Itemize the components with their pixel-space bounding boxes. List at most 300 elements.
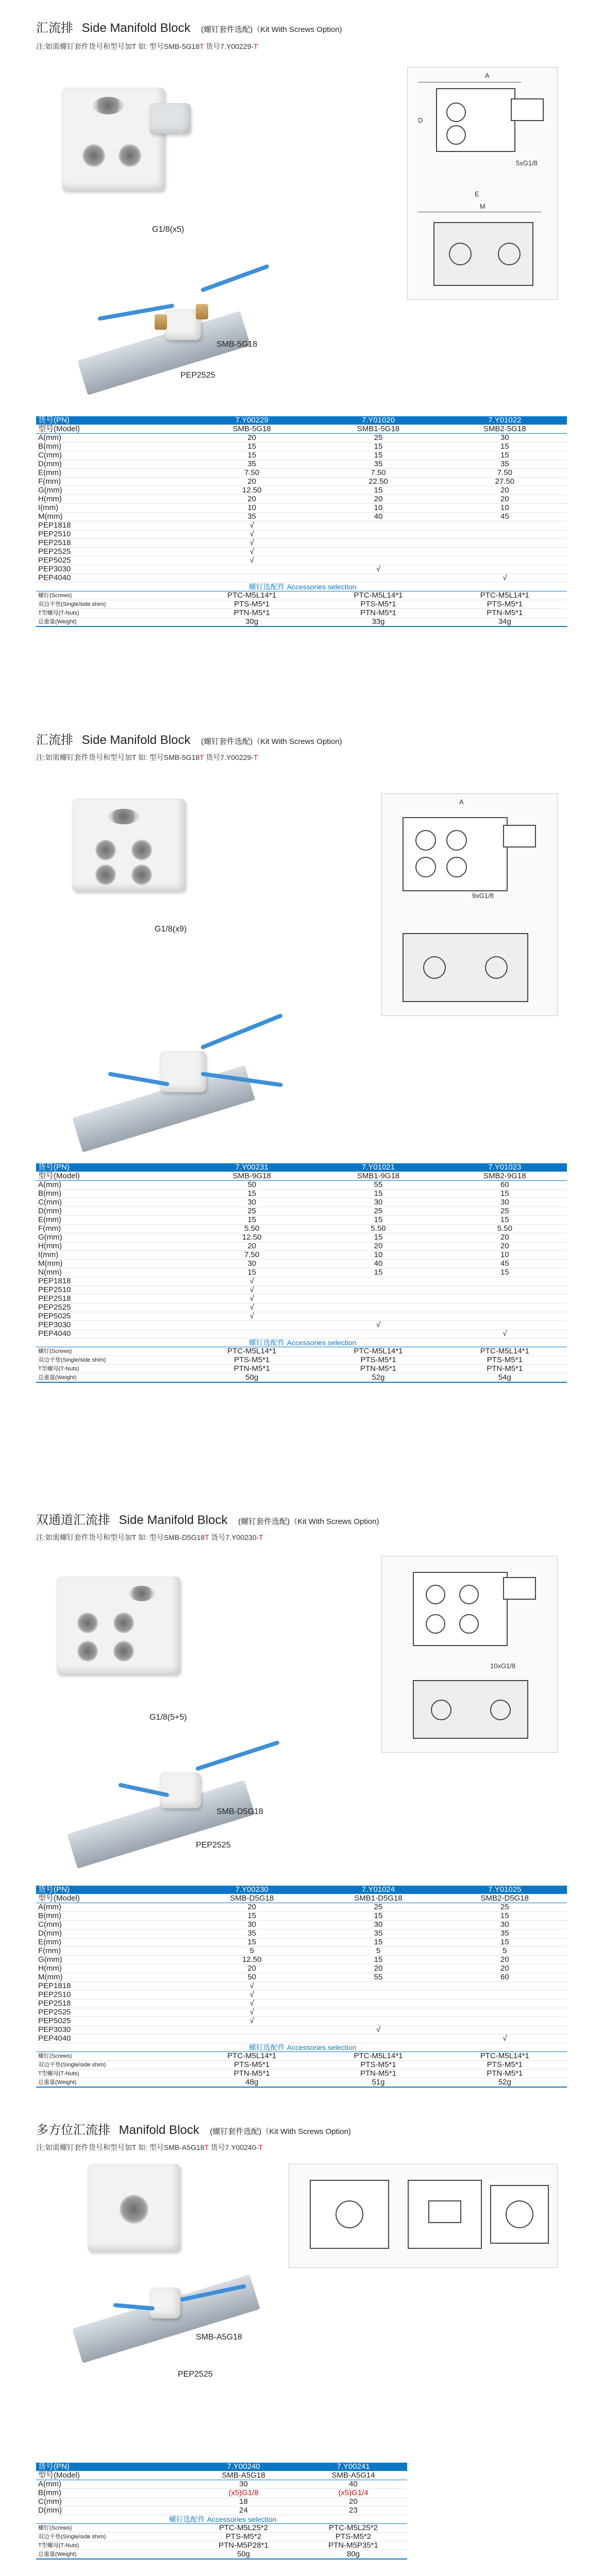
table-cell (441, 539, 567, 548)
table-cell: √ (188, 521, 314, 530)
row-label: PEP3030 (36, 565, 188, 574)
row-label: T型螺母(T-Nuts) (36, 609, 188, 618)
row-label: 螺钉(Screws) (36, 1347, 188, 1356)
table-row (36, 1964, 567, 1973)
section-title: 汇流排 Side Manifold Block (螺钉套件选配)（Kit With Screws Option) (36, 733, 342, 747)
table-cell: 22.50 (314, 478, 440, 486)
dimension-drawing: A 9xG1/8 (381, 793, 558, 1016)
table-cell (441, 1312, 567, 1321)
table-cell: PTS-M5*2 (297, 2533, 407, 2541)
row-label: 双边平垫(Single/side shim) (36, 1356, 188, 1365)
row-label: 螺钉(Screws) (36, 2052, 188, 2061)
table-cell: 45 (441, 513, 567, 521)
table-cell (314, 1303, 440, 1312)
table-cell: 5.50 (314, 1225, 440, 1233)
row-label: E(mm) (36, 469, 188, 478)
row-label: I(mm) (36, 1251, 188, 1260)
table-cell (314, 1999, 440, 2008)
table-cell: PTC-M5L14*1 (188, 1347, 314, 1356)
table-body (36, 2480, 407, 2515)
table-row (36, 600, 567, 609)
table-cell: 20 (441, 1233, 567, 1242)
table-cell: √ (188, 1286, 314, 1295)
accessories-body (36, 2052, 567, 2088)
table-cell: PTN-M5*1 (314, 1365, 440, 1374)
table-cell: PTN-M5P35*1 (297, 2541, 407, 2550)
table-row (36, 1303, 567, 1312)
table-cell: 15 (314, 1268, 440, 1277)
table-cell: 30 (441, 1921, 567, 1929)
table-row (36, 530, 567, 539)
table-row (36, 1973, 567, 1982)
table-cell: 20 (314, 1964, 440, 1973)
table-cell: PTN-M5*1 (188, 1365, 314, 1374)
table-cell (188, 565, 314, 574)
row-label: T型螺母(T-Nuts) (36, 2070, 188, 2078)
table-cell: 50 (188, 1181, 314, 1190)
row-label: PEP5025 (36, 556, 188, 565)
table-cell: 10 (314, 1251, 440, 1260)
table-row (36, 495, 567, 504)
table-cell: 12.50 (188, 1956, 314, 1964)
table-cell: PTS-M5*2 (188, 2533, 297, 2541)
table-row (36, 1295, 567, 1303)
table-cell: 15 (188, 451, 314, 460)
table-cell: √ (441, 2035, 567, 2043)
row-label: 双边平垫(Single/side shim) (36, 2061, 188, 2070)
table-row (36, 2533, 407, 2541)
spec-table (36, 416, 567, 627)
order-note: 注:如需螺钉套件货号和型号加T 如: 型号SMB-5G18T 货号7.Y00229-T (36, 42, 258, 50)
table-row (36, 1912, 567, 1921)
table-cell: PTS-M5*1 (188, 600, 314, 609)
product-photo (72, 799, 186, 891)
table-cell (188, 1321, 314, 1330)
section-a5g18 (0, 2092, 603, 2576)
row-label: M(mm) (36, 1973, 188, 1982)
table-cell: 30 (188, 1198, 314, 1207)
row-label: PEP2525 (36, 548, 188, 556)
table-body (36, 1903, 567, 2043)
table-row (36, 1356, 567, 1365)
table-row (36, 1207, 567, 1216)
table-row (36, 591, 567, 600)
table-cell: √ (188, 548, 314, 556)
table-cell (441, 1991, 567, 1999)
table-cell: 15 (188, 1190, 314, 1198)
table-row (36, 1347, 567, 1356)
table-row (36, 1982, 567, 1991)
table-cell: 10 (314, 504, 440, 513)
row-label: PEP4040 (36, 2035, 188, 2043)
row-label: T型螺母(T-Nuts) (36, 2541, 188, 2550)
table-cell: PTC-M5L14*1 (441, 591, 567, 600)
table-cell: PTN-M5*1 (441, 1365, 567, 1374)
table-cell (314, 1991, 440, 1999)
table-cell: PTC-M5L14*1 (188, 2052, 314, 2061)
table-row (36, 2541, 407, 2550)
table-row (36, 2026, 567, 2035)
row-label: M(mm) (36, 1260, 188, 1268)
table-row (36, 1321, 567, 1330)
table-row (36, 618, 567, 627)
table-cell: 20 (441, 495, 567, 504)
table-cell: PTN-M5P28*1 (188, 2541, 297, 2550)
row-label: A(mm) (36, 1181, 188, 1190)
table-row (36, 451, 567, 460)
table-cell: 12.50 (188, 486, 314, 495)
order-note: 注:如需螺钉套件货号和型号加T 如: 型号SMB-D5G18T 货号7.Y00230-T (36, 1533, 263, 1541)
table-cell: 40 (297, 2480, 407, 2489)
table-cell (314, 1277, 440, 1286)
row-label: 总重量(Weight) (36, 1374, 188, 1383)
row-label: 总重量(Weight) (36, 618, 188, 627)
row-label: PEP2510 (36, 530, 188, 539)
row-label: G(mm) (36, 1956, 188, 1964)
table-cell: √ (188, 1991, 314, 1999)
table-cell (314, 1982, 440, 1991)
table-cell: √ (314, 565, 440, 574)
table-cell (314, 574, 440, 583)
connector-label: PEP2525 (180, 371, 215, 380)
air-tube (200, 264, 270, 292)
table-row (36, 2498, 407, 2506)
table-cell: 25 (188, 1207, 314, 1216)
section-title: 多方位汇流排 Manifold Block (螺钉套件选配)（Kit With Screws Option) (36, 2123, 351, 2137)
table-cell: 50 (188, 1973, 314, 1982)
table-cell: 15 (314, 1956, 440, 1964)
table-cell: 15 (314, 1216, 440, 1225)
row-label: H(mm) (36, 1964, 188, 1973)
table-cell (314, 2017, 440, 2026)
table-cell: PTC-M5L14*1 (314, 2052, 440, 2061)
table-row (36, 486, 567, 495)
row-label: A(mm) (36, 434, 188, 443)
table-cell: √ (188, 1982, 314, 1991)
table-row (36, 1233, 567, 1242)
spec-table: 货号(PN) 7.Y00230 7.Y01024 7.Y01025 型号(Model) SMB-D5G18 SMB1-D5G18 SMB2-D5G18 A(mm) 20 25 25 B(mm) 15 15 15 C(mm) 30 30 30 D(mm) 35 35 35 E(mm) 15 15 15 F(mm) 5 5 5 G(mm) 12.50 15 20 H(mm) 20 20 20 M(mm) 50 55 60 PEP1818 √ PEP2510 √ PEP2518 √ PEP2525 √ PEP5025 √ PEP3030 √ PEP4040 √ 螺钉选配件 Accessories selection 螺钉(Screws) PTC-M5L14*1 PTC-M5L14*1 PTC-M5L14*1 双边平垫(Single/side shim) PTS-M5*1 PTS-M5*1 PTS-M5*1 T型螺母(T-Nuts) PTN-M5*1 PTN-M5*1 PTN-M5*1 总重量(Weight) 48g 51g 52g (36, 1886, 567, 2088)
table-cell: 20 (297, 2498, 407, 2506)
table-cell: 51g (314, 2078, 440, 2088)
table-row (36, 1277, 567, 1286)
table-cell: 20 (441, 1242, 567, 1251)
table-cell: PTS-M5*1 (188, 2061, 314, 2070)
table-cell: 15 (441, 443, 567, 451)
table-cell: 20 (188, 478, 314, 486)
table-row (36, 2078, 567, 2088)
table-cell (188, 1330, 314, 1338)
row-label: 螺钉(Screws) (36, 591, 188, 600)
table-cell: 5.50 (441, 1225, 567, 1233)
table-cell: 25 (314, 434, 440, 443)
table-cell: PTC-M5L14*1 (314, 591, 440, 600)
table-cell: PTS-M5*1 (441, 1356, 567, 1365)
row-label: 总重量(Weight) (36, 2078, 188, 2088)
table-cell: 55 (314, 1973, 440, 1982)
table-cell: 15 (314, 1938, 440, 1947)
table-cell: 15 (188, 1912, 314, 1921)
table-cell: 15 (188, 1216, 314, 1225)
accessories-body (36, 1347, 567, 1383)
table-cell: 20 (314, 495, 440, 504)
table-row (36, 2035, 567, 2043)
table-cell: 25 (314, 1903, 440, 1912)
table-cell: 15 (314, 451, 440, 460)
table-cell: 27.50 (441, 478, 567, 486)
table-cell: 20 (188, 1242, 314, 1251)
table-cell: 7.50 (188, 469, 314, 478)
table-cell: 20 (188, 1903, 314, 1912)
table-cell: 20 (188, 434, 314, 443)
row-label: M(mm) (36, 513, 188, 521)
dims-port-label: 5xG1/8 (516, 159, 538, 167)
table-cell: 30 (441, 1198, 567, 1207)
row-label: PEP1818 (36, 1982, 188, 1991)
table-cell: 60 (441, 1973, 567, 1982)
row-label: PEP2518 (36, 539, 188, 548)
table-cell: PTS-M5*1 (441, 2061, 567, 2070)
table-cell: 15 (188, 1268, 314, 1277)
row-label: PEP1818 (36, 1277, 188, 1286)
row-label: PEP3030 (36, 2026, 188, 2035)
table-model-row: 型号(Model) SMB-5G18 SMB1-5G18 SMB2-5G18 (36, 425, 567, 434)
port-label: G1/8(5+5) (149, 1713, 187, 1722)
product-label: SMB-D5G18 (216, 1807, 263, 1816)
table-body (36, 1181, 567, 1338)
table-cell: (x5)G1/4 (297, 2489, 407, 2498)
row-label: A(mm) (36, 1903, 188, 1912)
table-cell (441, 1303, 567, 1312)
section-d5g18 (0, 1473, 603, 2195)
row-label: 双边平垫(Single/side shim) (36, 2533, 188, 2541)
table-row (36, 1251, 567, 1260)
table-cell: 30 (314, 1198, 440, 1207)
table-row (36, 1938, 567, 1947)
table-row (36, 2061, 567, 2070)
table-cell (441, 2026, 567, 2035)
table-cell: 7.50 (314, 469, 440, 478)
table-row (36, 548, 567, 556)
table-row (36, 1181, 567, 1190)
table-cell: PTS-M5*1 (188, 1356, 314, 1365)
table-row (36, 1330, 567, 1338)
table-cell: √ (188, 1295, 314, 1303)
table-cell: 25 (441, 1903, 567, 1912)
title-zh: 汇流排 (36, 21, 73, 35)
table-row (36, 609, 567, 618)
port-label: G1/8(x5) (152, 225, 185, 234)
table-row (36, 469, 567, 478)
table-row (36, 1991, 567, 1999)
row-label: C(mm) (36, 1921, 188, 1929)
row-label: PEP2518 (36, 1295, 188, 1303)
row-label: I(mm) (36, 504, 188, 513)
row-label: E(mm) (36, 1216, 188, 1225)
section-5g18 (0, 0, 603, 716)
product-label: SMB-A5G18 (196, 2333, 242, 2342)
assembled-block (149, 2287, 180, 2318)
table-cell: 15 (314, 1233, 440, 1242)
table-cell: 15 (188, 1938, 314, 1947)
table-row (36, 1921, 567, 1929)
row-label: PEP2525 (36, 2008, 188, 2017)
table-cell (188, 2035, 314, 2043)
table-cell: 10 (188, 504, 314, 513)
table-row (36, 1225, 567, 1233)
table-cell: √ (188, 2017, 314, 2026)
dimension-drawing (289, 2164, 558, 2268)
table-cell (441, 530, 567, 539)
table-cell: 35 (441, 460, 567, 469)
table-cell: 15 (188, 443, 314, 451)
table-row (36, 434, 567, 443)
row-label: E(mm) (36, 1938, 188, 1947)
accessories-body (36, 591, 567, 627)
table-cell: 34g (441, 618, 567, 627)
table-cell: 25 (314, 1207, 440, 1216)
table-row (36, 2524, 407, 2533)
table-cell: √ (441, 1330, 567, 1338)
table-cell: 40 (314, 513, 440, 521)
row-label: B(mm) (36, 2489, 188, 2498)
table-cell: (x5)G1/8 (188, 2489, 297, 2498)
row-label: G(mm) (36, 1233, 188, 1242)
table-cell: 15 (441, 1268, 567, 1277)
table-cell: 80g (297, 2550, 407, 2560)
table-cell: 30 (188, 2480, 297, 2489)
table-cell: 33g (314, 618, 440, 627)
table-row (36, 1286, 567, 1295)
product-photo (88, 2164, 180, 2251)
row-label: PEP2510 (36, 1991, 188, 1999)
table-cell: 5 (314, 1947, 440, 1956)
table-cell: PTS-M5*1 (314, 2061, 440, 2070)
table-row (36, 1198, 567, 1207)
table-cell: PTC-M5L25*2 (188, 2524, 297, 2533)
table-cell: 7.50 (441, 469, 567, 478)
table-cell: √ (188, 1312, 314, 1321)
table-cell: 15 (314, 1912, 440, 1921)
row-label: B(mm) (36, 1190, 188, 1198)
table-cell: 23 (297, 2506, 407, 2515)
table-cell (314, 1295, 440, 1303)
row-label: C(mm) (36, 2498, 188, 2506)
table-row (36, 1242, 567, 1251)
table-cell (441, 1999, 567, 2008)
table-row (36, 1260, 567, 1268)
table-cell: 24 (188, 2506, 297, 2515)
table-cell (441, 548, 567, 556)
row-label: N(mm) (36, 1268, 188, 1277)
table-row (36, 1374, 567, 1383)
table-cell: 15 (314, 1190, 440, 1198)
accessories-heading: 螺钉选配件 Accessories selection (36, 583, 567, 591)
section-title (36, 18, 342, 36)
table-cell: 48g (188, 2078, 314, 2088)
table-cell: 5.50 (188, 1225, 314, 1233)
air-tube (200, 1013, 283, 1050)
row-label: PEP5025 (36, 2017, 188, 2026)
table-cell (441, 2008, 567, 2017)
air-tube (195, 1740, 280, 1771)
section-9g18 (0, 716, 603, 1473)
table-cell: 50g (188, 1374, 314, 1383)
table-cell (314, 521, 440, 530)
table-cell: PTN-M5*1 (188, 609, 314, 618)
connector-label: PEP2525 (178, 2370, 213, 2379)
table-cell: √ (188, 530, 314, 539)
table-row (36, 1929, 567, 1938)
accessories-body (36, 2524, 407, 2560)
table-cell: 7.50 (188, 1251, 314, 1260)
row-label: G(mm) (36, 486, 188, 495)
table-row (36, 1312, 567, 1321)
table-cell (314, 1286, 440, 1295)
table-row (36, 2489, 407, 2498)
table-cell: PTS-M5*1 (314, 600, 440, 609)
table-row (36, 539, 567, 548)
row-label: PEP4040 (36, 1330, 188, 1338)
table-cell: √ (188, 556, 314, 565)
brass-fitting (196, 304, 208, 319)
table-cell (441, 565, 567, 574)
table-cell: 40 (314, 1260, 440, 1268)
table-cell: 10 (441, 1251, 567, 1260)
row-label: PEP2525 (36, 1303, 188, 1312)
table-cell (441, 521, 567, 530)
connector-label: PEP2525 (196, 1841, 231, 1850)
row-label: 双边平垫(Single/side shim) (36, 600, 188, 609)
table-cell: 5 (188, 1947, 314, 1956)
table-cell (441, 556, 567, 565)
table-header-row: 货号(PN) 7.Y00229 7.Y01020 7.Y01022 (36, 416, 567, 425)
row-label: H(mm) (36, 1242, 188, 1251)
table-cell (314, 548, 440, 556)
mount-tab (149, 103, 191, 134)
brass-fitting (155, 314, 167, 330)
row-label: B(mm) (36, 443, 188, 451)
table-cell: 20 (441, 1964, 567, 1973)
table-cell: √ (188, 539, 314, 548)
row-label: PEP5025 (36, 1312, 188, 1321)
table-cell: 15 (314, 486, 440, 495)
table-cell: 35 (188, 460, 314, 469)
table-row (36, 1190, 567, 1198)
table-row (36, 2052, 567, 2061)
table-cell (314, 556, 440, 565)
table-cell: PTS-M5*1 (441, 600, 567, 609)
table-row (36, 2008, 567, 2017)
row-label: C(mm) (36, 451, 188, 460)
row-label: A(mm) (36, 2480, 188, 2489)
table-cell: PTC-M5L14*1 (441, 1347, 567, 1356)
product-photo (62, 88, 165, 191)
table-row (36, 2017, 567, 2026)
row-label: F(mm) (36, 478, 188, 486)
table-cell: PTC-M5L14*1 (188, 591, 314, 600)
table-cell (314, 1312, 440, 1321)
row-label: H(mm) (36, 495, 188, 504)
table-row (36, 2506, 407, 2515)
table-cell (441, 1277, 567, 1286)
table-cell: 30 (188, 1260, 314, 1268)
title-option: (螺钉套件选配)（Kit With Screws Option) (201, 25, 342, 34)
table-cell: 20 (441, 486, 567, 495)
table-cell: 20 (441, 1956, 567, 1964)
table-cell: PTC-M5L14*1 (314, 1347, 440, 1356)
row-label: C(mm) (36, 1198, 188, 1207)
spec-table: 货号(PN) 7.Y00240 7.Y00241 型号(Model) SMB-A5G18 SMB-A5G14 A(mm) 30 40 B(mm) (x5)G1/8 (x5)G1/4 C(mm) 18 20 D(mm) 24 23 螺钉选配件 Accessories selection 螺钉(Screws) PTC-M5L25*2 PTC-M5L25*2 双边平垫(Single/side shim) PTS-M5*2 PTS-M5*2 T型螺母(T-Nuts) PTN-M5P28*1 PTN-M5P35*1 总重量(Weight) 50g 80g (36, 2463, 407, 2560)
